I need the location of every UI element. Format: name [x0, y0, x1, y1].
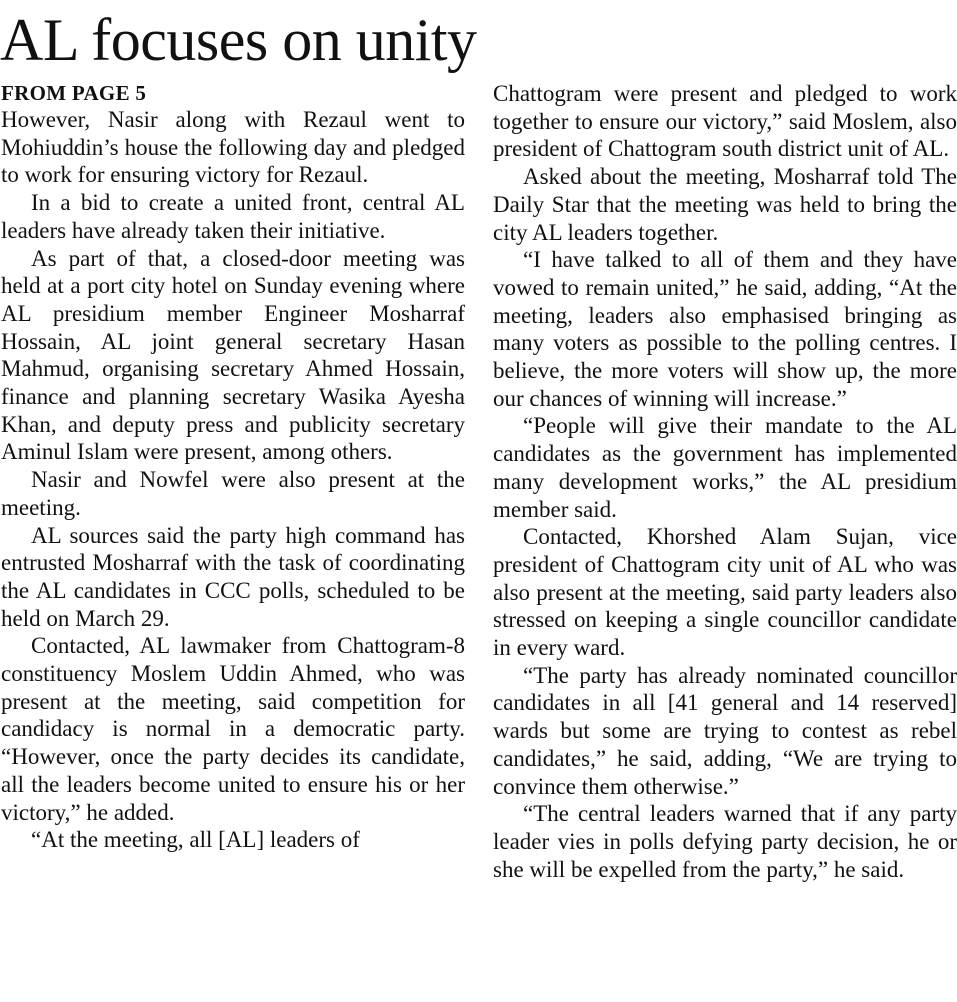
paragraph: “The central leaders warned that if any party leader vies in polls defying party decision, he or she will be expelled from the party,” he said. [493, 801, 957, 882]
paragraph: Contacted, AL lawmaker from Chattogram-8 constituency Moslem Uddin Ahmed, who was present at the meeting, said competition for candidacy is normal in a democratic party. “However, once the party decides its candidate, all the leaders become united to ensure his or her victory,” he added. [1, 633, 465, 825]
paragraph: “The party has already nominated councillor candidates in all [41 general and 14 reserved] wards but some are trying to contest as rebel candidates,” he said, adding, “We are trying to convince them otherwise.” [493, 662, 957, 799]
paragraph: Contacted, Khorshed Alam Sujan, vice president of Chattogram city unit of AL who was also present at the meeting, said party leaders also stressed on keeping a single councillor candidate in every ward. [493, 524, 957, 661]
paragraph: However, Nasir along with Rezaul went to Mohiuddin’s house the following day and pledged to work for ensuring victory for Rezaul. [1, 107, 465, 188]
headline: AL focuses on unity [0, 7, 477, 73]
paragraph: In a bid to create a united front, central AL leaders have already taken their initiative. [1, 190, 465, 243]
paragraph: Nasir and Nowfel were also present at the meeting. [1, 467, 465, 520]
paragraph: “I have talked to all of them and they have vowed to remain united,” he said, adding, “At the meeting, leaders also emphasised bringing as many voters as possible to the polling centres. I believe, the more voters will show up, the more our chances of winning will increase.” [493, 247, 957, 411]
paragraph: AL sources said the party high command has entrusted Mosharraf with the task of coordinating the AL candidates in CCC polls, scheduled to be held on March 29. [1, 522, 465, 631]
article-column-left [1, 80, 465, 854]
article-column-right [493, 80, 957, 883]
paragraph: Asked about the meeting, Mosharraf told The Daily Star that the meeting was held to bring the city AL leaders together. [493, 164, 957, 245]
paragraph: As part of that, a closed-door meeting was held at a port city hotel on Sunday evening where AL presidium member Engineer Mosharraf Hossain, AL joint general secretary Hasan Mahmud, organising secretary Ahmed Hossain, finance and planning secretary Wasika Ayesha Khan, and deputy press and publicity secretary Aminul Islam were present, among others. [1, 245, 465, 465]
paragraph: “People will give their mandate to the AL candidates as the government has implemented many development works,” the AL presidium member said. [493, 413, 957, 522]
paragraph: “At the meeting, all [AL] leaders of [31, 827, 360, 853]
continuation-kicker: FROM PAGE 5 [1, 81, 147, 105]
paragraph: Chattogram were present and pledged to work together to ensure our victory,” said Moslem, also president of Chattogram south district unit of AL. [493, 81, 957, 162]
